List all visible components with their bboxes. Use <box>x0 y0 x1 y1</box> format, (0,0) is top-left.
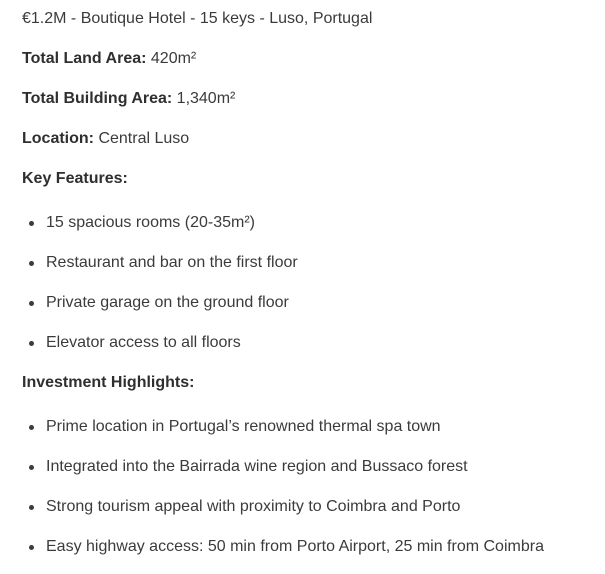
listing-title: €1.2M - Boutique Hotel - 15 keys - Luso, Portugal <box>22 10 373 27</box>
location-label: Location: <box>22 130 94 147</box>
land-area-value: 420m² <box>146 50 197 67</box>
key-features-heading: Key Features: <box>22 170 128 187</box>
building-area-label: Total Building Area: <box>22 90 173 107</box>
investment-highlights-heading: Investment Highlights: <box>22 374 195 391</box>
bullet-icon <box>29 221 34 226</box>
bullet-icon <box>29 301 34 306</box>
location-value: Central Luso <box>94 130 190 147</box>
land-area-label: Total Land Area: <box>22 50 147 67</box>
building-area-value: 1,340m² <box>172 90 236 107</box>
bullet-icon <box>29 465 34 470</box>
bullet-icon <box>29 425 34 430</box>
bullet-icon <box>29 341 34 346</box>
building-area-field <box>22 89 235 109</box>
bullet-icon <box>29 545 34 550</box>
bullet-icon <box>29 261 34 266</box>
bullet-icon <box>29 505 34 510</box>
location-field <box>22 129 189 149</box>
land-area-field <box>22 49 196 69</box>
